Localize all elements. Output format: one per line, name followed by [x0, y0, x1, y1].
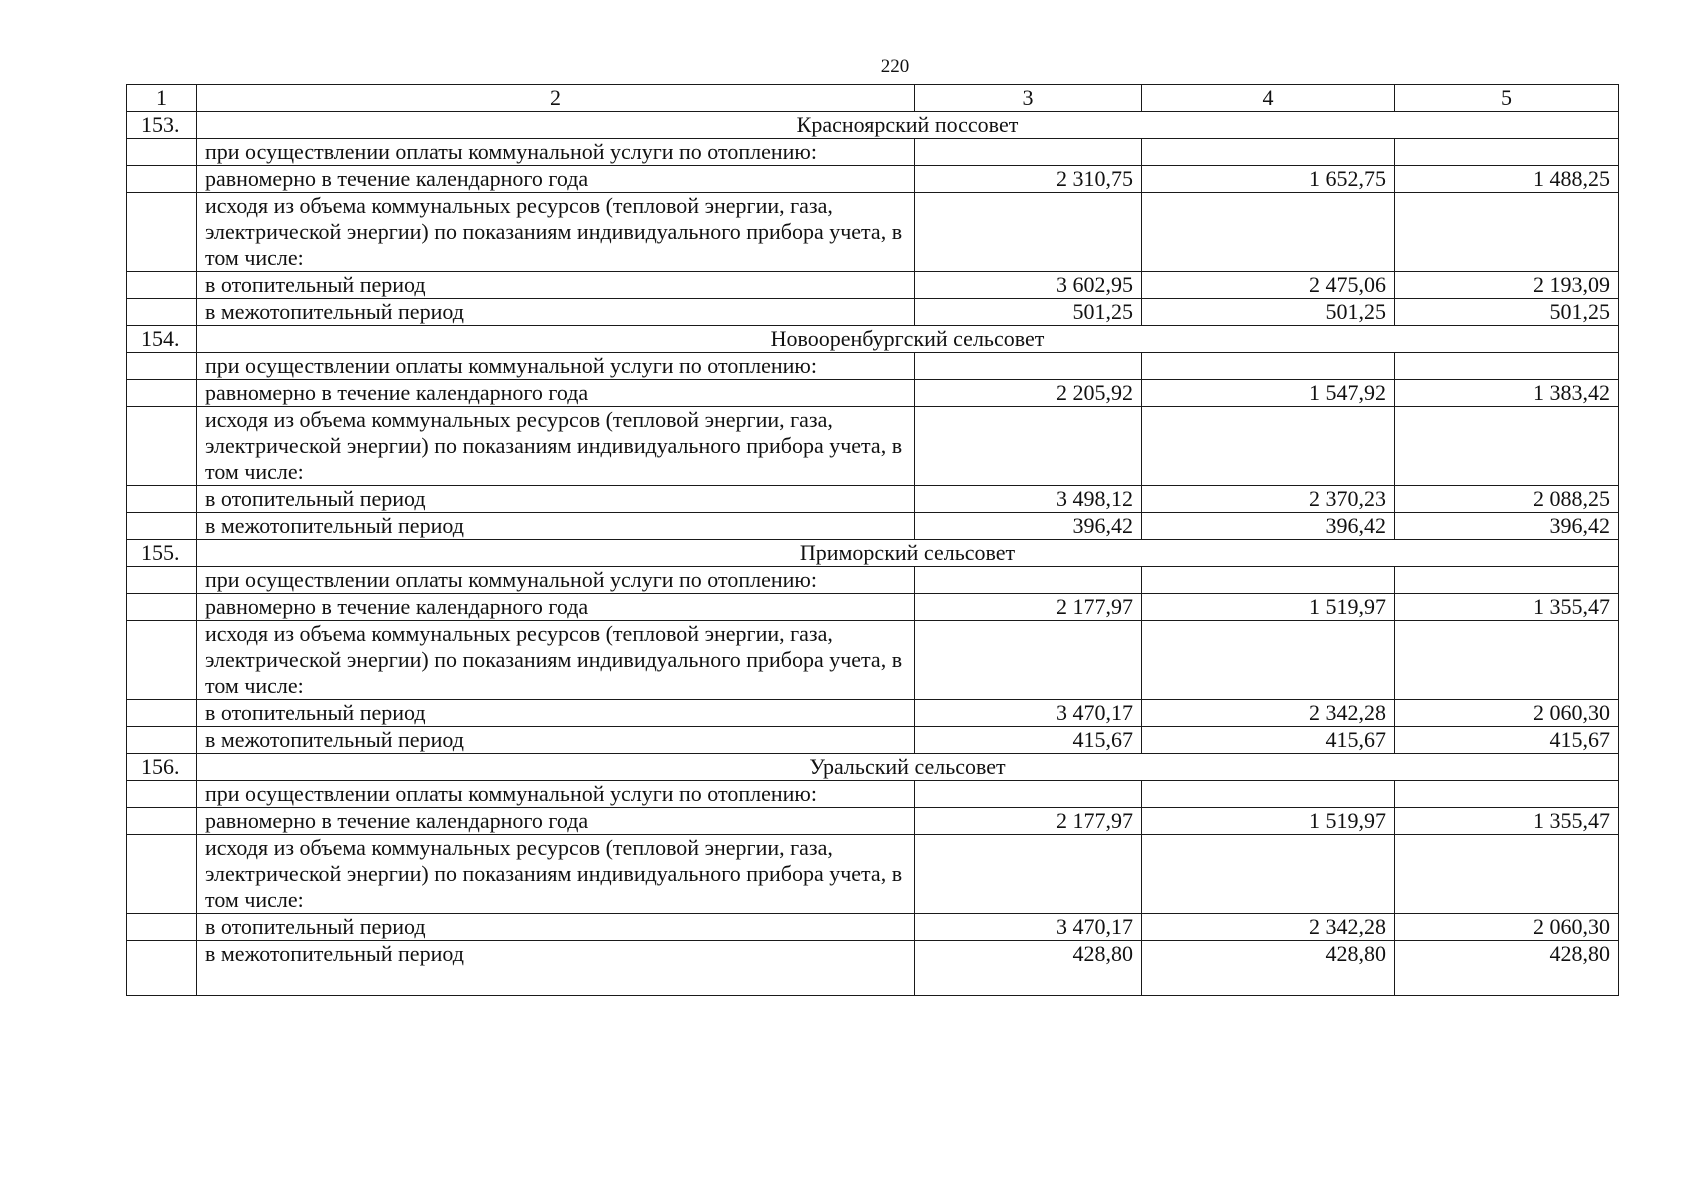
row-label: в межотопительный период: [197, 513, 915, 540]
value-col-3: 3 470,17: [915, 700, 1142, 727]
value-col-4: [1142, 193, 1395, 272]
row-number-cell: [127, 567, 197, 594]
header-cell: 4: [1142, 85, 1395, 112]
section-header-row: [127, 540, 1619, 567]
value-col-4: 396,42: [1142, 513, 1395, 540]
table-row: [127, 139, 1619, 166]
value-col-5: [1395, 621, 1619, 700]
value-col-3: [915, 781, 1142, 808]
section-header-row: [127, 112, 1619, 139]
table-row: [127, 781, 1619, 808]
row-number-cell: [127, 835, 197, 914]
table-row: [127, 914, 1619, 941]
table-row: [127, 272, 1619, 299]
value-col-5: 1 355,47: [1395, 594, 1619, 621]
value-col-3: 3 470,17: [915, 914, 1142, 941]
value-col-4: 1 547,92: [1142, 380, 1395, 407]
value-col-5: [1395, 835, 1619, 914]
row-number-cell: [127, 380, 197, 407]
row-number-cell: [127, 727, 197, 754]
table-row: [127, 353, 1619, 380]
row-label: в отопительный период: [197, 914, 915, 941]
row-number-cell: [127, 781, 197, 808]
value-col-5: 396,42: [1395, 513, 1619, 540]
value-col-4: [1142, 353, 1395, 380]
row-number-cell: [127, 193, 197, 272]
value-col-3: [915, 407, 1142, 486]
value-col-5: 2 088,25: [1395, 486, 1619, 513]
section-title: Приморский сельсовет: [197, 540, 1619, 567]
section-number: 153.: [127, 112, 197, 139]
table-row: [127, 727, 1619, 754]
row-label: исходя из объема коммунальных ресурсов (тепловой энергии, газа, электрической энергии) по показаниям индивидуального прибора учета, в том числе:: [197, 407, 915, 486]
value-col-3: [915, 835, 1142, 914]
table-row: [127, 700, 1619, 727]
row-number-cell: [127, 353, 197, 380]
value-col-3: 428,80: [915, 941, 1142, 996]
row-label: в межотопительный период: [197, 727, 915, 754]
table-row: [127, 513, 1619, 540]
value-col-5: [1395, 567, 1619, 594]
row-label: равномерно в течение календарного года: [197, 808, 915, 835]
value-col-4: 1 519,97: [1142, 808, 1395, 835]
value-col-5: [1395, 193, 1619, 272]
value-col-4: 501,25: [1142, 299, 1395, 326]
value-col-3: 3 498,12: [915, 486, 1142, 513]
value-col-3: 501,25: [915, 299, 1142, 326]
row-label: исходя из объема коммунальных ресурсов (тепловой энергии, газа, электрической энергии) по показаниям индивидуального прибора учета, в том числе:: [197, 193, 915, 272]
header-row: [127, 85, 1619, 112]
row-label: при осуществлении оплаты коммунальной услуги по отоплению:: [197, 781, 915, 808]
section-title: Уральский сельсовет: [197, 754, 1619, 781]
value-col-4: 415,67: [1142, 727, 1395, 754]
value-col-3: [915, 353, 1142, 380]
header-cell: 1: [127, 85, 197, 112]
value-col-3: 2 177,97: [915, 808, 1142, 835]
value-col-3: 396,42: [915, 513, 1142, 540]
value-col-5: 501,25: [1395, 299, 1619, 326]
value-col-3: 2 205,92: [915, 380, 1142, 407]
value-col-4: [1142, 835, 1395, 914]
value-col-3: [915, 621, 1142, 700]
row-label: в межотопительный период: [197, 299, 915, 326]
value-col-4: 2 342,28: [1142, 700, 1395, 727]
value-col-3: [915, 193, 1142, 272]
value-col-4: 428,80: [1142, 941, 1395, 996]
table-row: [127, 941, 1619, 996]
row-label: исходя из объема коммунальных ресурсов (тепловой энергии, газа, электрической энергии) по показаниям индивидуального прибора учета, в том числе:: [197, 621, 915, 700]
table-row: [127, 193, 1619, 272]
row-number-cell: [127, 941, 197, 996]
section-title: Новооренбургский сельсовет: [197, 326, 1619, 353]
page-number: 220: [880, 56, 910, 77]
row-number-cell: [127, 139, 197, 166]
table-row: [127, 380, 1619, 407]
value-col-5: [1395, 781, 1619, 808]
section-title: Красноярский поссовет: [197, 112, 1619, 139]
row-number-cell: [127, 914, 197, 941]
value-col-5: 1 355,47: [1395, 808, 1619, 835]
section-number: 156.: [127, 754, 197, 781]
table-row: [127, 486, 1619, 513]
value-col-4: 2 342,28: [1142, 914, 1395, 941]
value-col-3: 3 602,95: [915, 272, 1142, 299]
section-number: 154.: [127, 326, 197, 353]
row-label: равномерно в течение календарного года: [197, 166, 915, 193]
row-label: исходя из объема коммунальных ресурсов (тепловой энергии, газа, электрической энергии) по показаниям индивидуального прибора учета, в том числе:: [197, 835, 915, 914]
row-number-cell: [127, 299, 197, 326]
value-col-5: 1 383,42: [1395, 380, 1619, 407]
value-col-4: [1142, 781, 1395, 808]
row-number-cell: [127, 166, 197, 193]
table-row: [127, 407, 1619, 486]
row-label: при осуществлении оплаты коммунальной услуги по отоплению:: [197, 567, 915, 594]
value-col-5: 2 193,09: [1395, 272, 1619, 299]
section-header-row: [127, 326, 1619, 353]
value-col-4: 2 475,06: [1142, 272, 1395, 299]
row-number-cell: [127, 407, 197, 486]
value-col-3: [915, 139, 1142, 166]
row-number-cell: [127, 594, 197, 621]
row-label: в отопительный период: [197, 700, 915, 727]
value-col-5: [1395, 139, 1619, 166]
row-number-cell: [127, 272, 197, 299]
table-row: [127, 835, 1619, 914]
value-col-4: [1142, 621, 1395, 700]
row-number-cell: [127, 513, 197, 540]
value-col-5: 1 488,25: [1395, 166, 1619, 193]
section-header-row: [127, 754, 1619, 781]
table-body: [127, 85, 1619, 996]
row-label: равномерно в течение календарного года: [197, 380, 915, 407]
tariff-table: [126, 84, 1619, 996]
value-col-3: 2 177,97: [915, 594, 1142, 621]
value-col-4: [1142, 407, 1395, 486]
value-col-3: 2 310,75: [915, 166, 1142, 193]
header-cell: 2: [197, 85, 915, 112]
section-number: 155.: [127, 540, 197, 567]
table-row: [127, 621, 1619, 700]
row-number-cell: [127, 700, 197, 727]
header-cell: 5: [1395, 85, 1619, 112]
row-label: в отопительный период: [197, 272, 915, 299]
value-col-5: 2 060,30: [1395, 914, 1619, 941]
row-label: при осуществлении оплаты коммунальной услуги по отоплению:: [197, 353, 915, 380]
value-col-5: 428,80: [1395, 941, 1619, 996]
table-row: [127, 166, 1619, 193]
table-row: [127, 594, 1619, 621]
table-row: [127, 567, 1619, 594]
value-col-3: 415,67: [915, 727, 1142, 754]
row-label: равномерно в течение календарного года: [197, 594, 915, 621]
value-col-5: [1395, 353, 1619, 380]
row-number-cell: [127, 621, 197, 700]
value-col-5: 415,67: [1395, 727, 1619, 754]
row-label: в межотопительный период: [197, 941, 915, 996]
row-label: при осуществлении оплаты коммунальной услуги по отоплению:: [197, 139, 915, 166]
table-row: [127, 808, 1619, 835]
row-label: в отопительный период: [197, 486, 915, 513]
value-col-5: 2 060,30: [1395, 700, 1619, 727]
table-row: [127, 299, 1619, 326]
value-col-4: 1 652,75: [1142, 166, 1395, 193]
row-number-cell: [127, 486, 197, 513]
value-col-5: [1395, 407, 1619, 486]
value-col-4: [1142, 139, 1395, 166]
row-number-cell: [127, 808, 197, 835]
value-col-4: 1 519,97: [1142, 594, 1395, 621]
header-cell: 3: [915, 85, 1142, 112]
value-col-3: [915, 567, 1142, 594]
value-col-4: [1142, 567, 1395, 594]
value-col-4: 2 370,23: [1142, 486, 1395, 513]
